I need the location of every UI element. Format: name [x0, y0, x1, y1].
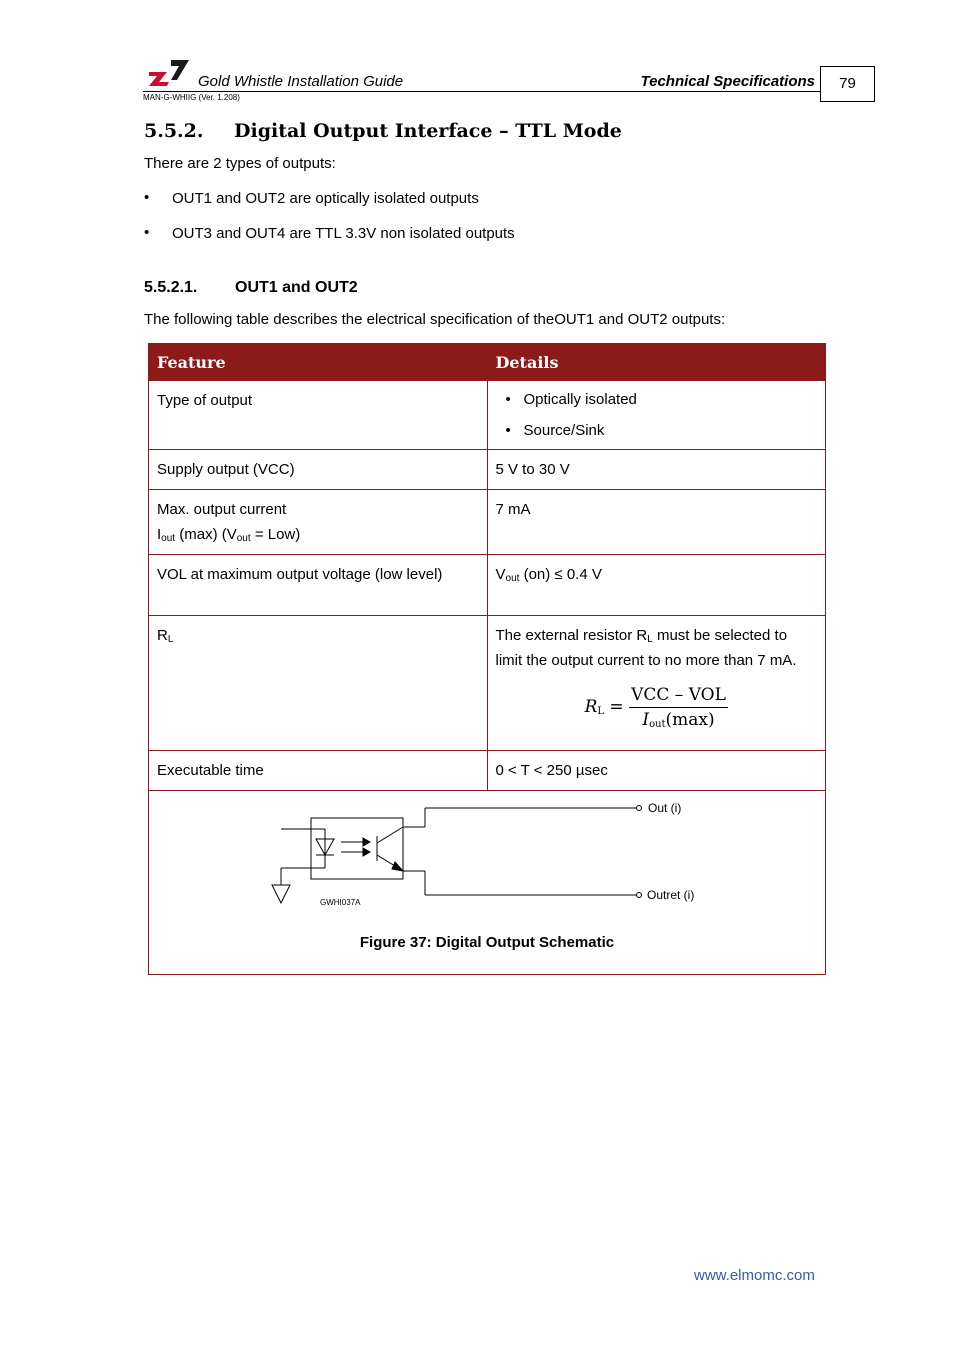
- feature-cell: Type of output: [149, 381, 488, 450]
- table-row: [149, 616, 826, 751]
- output-types-list: [144, 190, 515, 260]
- section-intro: There are 2 types of outputs:: [144, 155, 336, 172]
- subsection-number: 5.5.2.1.: [144, 279, 198, 296]
- details-text: The external resistor $R_L$ must be selected to limit the output current to no more than 7 mA.: [495, 627, 797, 669]
- elmo-logo: [147, 58, 191, 88]
- table-header-row: [149, 344, 826, 381]
- feature-line: Max. output current: [157, 501, 287, 518]
- part-code: GWHI037A: [320, 898, 361, 907]
- label-outret: Outret (i): [647, 888, 695, 902]
- table-row: [149, 381, 826, 450]
- feature-line: $I_{out}$ (max) $(V_{out} = Low)$: [157, 526, 301, 544]
- feature-cell: [149, 490, 488, 555]
- spec-table: [148, 343, 826, 975]
- details-cell: [487, 381, 826, 450]
- header-feature: Feature: [149, 344, 488, 381]
- details-cell: 7 mA: [487, 490, 826, 555]
- page-number: 79: [820, 66, 875, 102]
- feature-cell: Supply output (VCC): [149, 450, 488, 490]
- list-item: • Source/Sink: [496, 415, 818, 446]
- details-cell: 5 V to 30 V: [487, 450, 826, 490]
- table-row: [149, 450, 826, 490]
- resistor-formula: $R_L$ = $\frac{\text{VCC – VOL}}{I_{out}(\max)}$: [584, 685, 726, 730]
- doc-title: Gold Whistle Installation Guide: [198, 73, 404, 90]
- figure-cell: [149, 791, 826, 975]
- table-row: [149, 751, 826, 791]
- subsection-heading-text: OUT1 and OUT2: [235, 279, 358, 296]
- section-title: Technical Specifications: [640, 73, 815, 90]
- list-item: • Optically isolated: [496, 384, 818, 415]
- subsection-heading: [144, 279, 358, 297]
- list-item: • OUT3 and OUT4 are TTL 3.3V non isolated outputs: [144, 225, 515, 260]
- doc-version: MAN-G-WHIIG (Ver. 1.208): [143, 93, 240, 102]
- table-row: [149, 490, 826, 555]
- feature-cell: Executable time: [149, 751, 488, 791]
- subsection-intro: The following table describes the electrical specification of theOUT1 and OUT2 outputs:: [144, 311, 726, 328]
- digital-output-schematic: [149, 791, 825, 921]
- details-cell: $V_{out}$ (on) ≤ 0.4 V: [487, 555, 826, 616]
- header-details: Details: [487, 344, 826, 381]
- section-heading: [144, 120, 622, 142]
- figure-caption: Figure 37: Digital Output Schematic: [359, 934, 615, 951]
- table-row: [149, 555, 826, 616]
- section-number: 5.5.2.: [144, 120, 204, 142]
- details-cell: [487, 616, 826, 751]
- list-item: • OUT1 and OUT2 are optically isolated outputs: [144, 190, 515, 225]
- feature-cell: $R_L$: [149, 616, 488, 751]
- details-cell: 0 < T < 250 µsec: [487, 751, 826, 791]
- feature-cell: VOL at maximum output voltage (low level): [149, 555, 488, 616]
- label-out: Out (i): [648, 801, 682, 815]
- table-row: [149, 791, 826, 975]
- details-list: [496, 384, 818, 446]
- header-rule: [143, 91, 821, 92]
- footer-website-link[interactable]: www.elmomc.com: [694, 1267, 815, 1284]
- section-heading-text: Digital Output Interface – TTL Mode: [234, 120, 622, 142]
